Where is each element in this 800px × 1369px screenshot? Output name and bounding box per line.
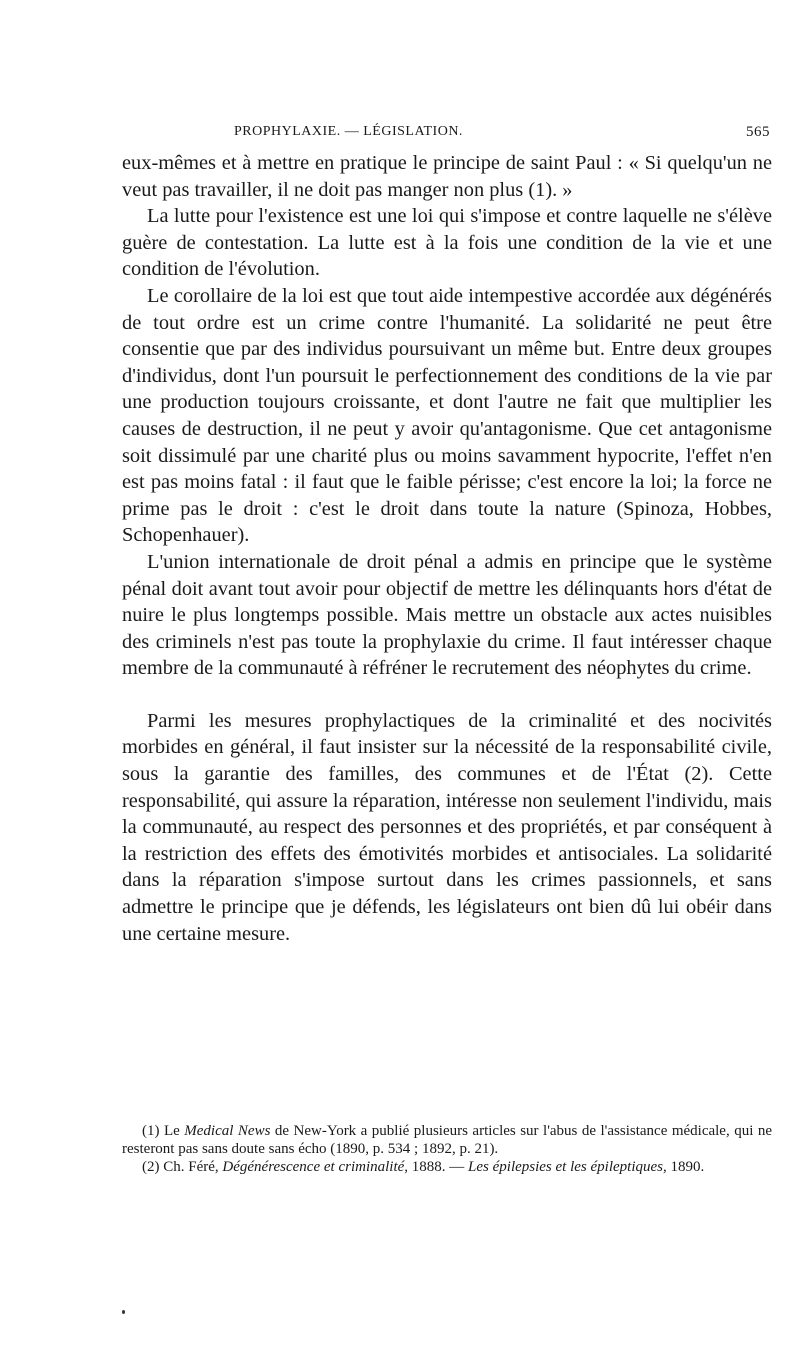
footnote-2-title-2: Les épilepsies et les épileptiques bbox=[468, 1159, 663, 1175]
paragraph-3: Le corollaire de la loi est que tout aide intempestive accordée aux dégénérés de tout ordre est un crime contre l'humanité. La solidarité ne peut être consentie que par des individus poursuivant un même but. Entre deux groupes d'individus, dont l'un poursuit le perfectionnement des conditions de la vie par une production toujours croissante, et dont l'autre ne fait que multiplier les causes de destruction, il ne peut y avoir qu'antagonisme. Que cet antagonisme soit dissimulé par une charité plus ou moins savamment hypocrite, l'effet n'en est pas moins fatal : il faut que le faible périsse; c'est encore la loi; la force ne prime pas le droit : c'est le droit dans toute la nature (Spinoza, Hobbes, Schopenhauer). bbox=[122, 284, 772, 547]
paragraph-5: Parmi les mesures prophylactiques de la criminalité et des nocivités morbides en général, il faut insister sur la nécessité de la responsabilité civile, sous la garantie des familles, des communes et de l'État (2). Cette responsabilité, qui assure la réparation, intéresse non seulement l'individu, mais la communauté, au respect des personnes et des propriétés, et par conséquent à la restriction des effets des émotivités morbides et antisociales. La solidarité dans la réparation s'impose surtout dans les crimes passionnels, et sans admettre le principe que je défends, les législateurs ont bien dû lui obéir dans une certaine mesure. bbox=[122, 709, 772, 945]
footnote-1-text: de New-York a publié plusieurs articles sur l'abus de l'assistance médicale, qui ne resteront pas sans doute sans écho (1890, p. 534 ; 1892, p. 21). bbox=[122, 1123, 773, 1157]
footnotes bbox=[122, 1122, 772, 1176]
footnote-2 bbox=[122, 1158, 772, 1176]
footnote-2-text: , 1890. bbox=[663, 1159, 705, 1175]
footnote-2-marker: (2) Ch. Féré, bbox=[142, 1159, 223, 1175]
paragraph-2: La lutte pour l'existence est une loi qui s'impose et contre laquelle ne s'élève guère de contestation. La lutte est à la fois une condition de la vie et une condition de l'évolution. bbox=[122, 205, 772, 281]
running-title: PROPHYLAXIE. — LÉGISLATION. bbox=[234, 124, 463, 139]
footnote-1-journal: Medical News bbox=[184, 1123, 271, 1139]
paragraph-1: eux-mêmes et à mettre en pratique le principe de saint Paul : « Si quelqu'un ne veut pas travailler, il ne doit pas manger non plus (1). » bbox=[122, 152, 772, 201]
footnote-1-marker: (1) Le bbox=[142, 1123, 185, 1139]
footnote-2-mid: , 1888. — bbox=[404, 1159, 469, 1175]
ink-speck bbox=[122, 1310, 125, 1314]
footnote-2-title-1: Dégénérescence et criminalité bbox=[222, 1159, 405, 1175]
footnote-1 bbox=[122, 1122, 772, 1158]
body-text bbox=[122, 150, 772, 947]
paragraph-4: L'union internationale de droit pénal a admis en principe que le système pénal doit avant tout avoir pour objectif de mettre les délinquants hors d'état de nuire le plus longtemps possible. Mais mettre un obstacle aux actes nuisibles des criminels n'est pas toute la prophylaxie du crime. Il faut intéresser chaque membre de la communauté à réfréner le recrutement des néophytes du crime. bbox=[122, 550, 772, 680]
running-header bbox=[122, 124, 770, 144]
page-number: 565 bbox=[746, 124, 770, 140]
